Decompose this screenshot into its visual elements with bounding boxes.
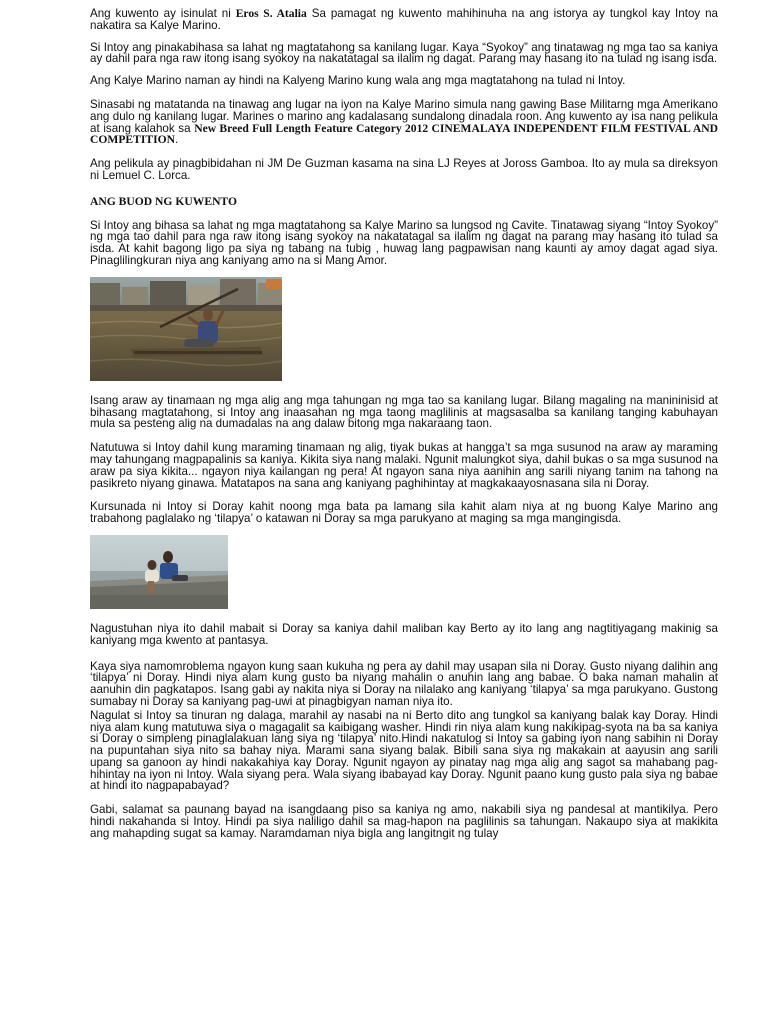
intro-paragraph-4 (90, 99, 718, 146)
intro-text: Sinasabi ng matatanda na tinawag ang lugar na iyon na Kalye Marino simula nang gawing Base Militarng mga Amerikano ang dulo ng kanilang lugar. Marines o marino ang kadalasang sundalong dinadala roon. Ang kuwento ay isa nang pelikula at isang kalahok sa (90, 97, 718, 135)
intro-text: Sa pamagat ng kuwento mahihinuha na ang istorya ay tungkol kay Intoy na nakatira sa Kalye Marino. (90, 7, 718, 32)
photo-man-on-raft (90, 277, 282, 381)
intro-paragraph-3: Ang Kalye Marino naman ay hindi na Kalyeng Marino kung wala ang mga magtatahong na tulad ni Intoy. (90, 74, 626, 88)
photo-couple-on-seawall (90, 535, 228, 609)
story-paragraph-4: Kursunada ni Intoy si Doray kahit noong mga bata pa lamang sila kahit alam niya at ng buong Kalye Marino ang trabahong paglalako ng ‘tilapya’ o katawan ni Doray sa mga parukyano at maging sa mga mangingisda. (90, 500, 718, 526)
intro-text: Ang kuwento ay isinulat ni (90, 7, 236, 20)
story-paragraph-7: Nagulat si Intoy sa tinuran ng dalaga, marahil ay nasabi na ni Berto dito ang tungkol sa kaniyang balak kay Doray. Hindi niya alam kung matutuwa siya o magagalit sa kaibigang washer. Hindi rin niya alam kung nakikipag-syota na ba sa kaniya si Doray o simpleng pinaglalakuan lang siya ng ‘tilapya’ nito.Hindi nakatulog si Intoy sa gabing iyon nang sabihin ni Doray na pupuntahan siya nito sa bahay niya. Marami sana siyang balak. Bibili sana siya ng makakain at aayusin ang sarili upang sa ganoon ay hindi nakakahiya kay Doray. Ngunit ngayon ay pinatay nag mga alig ang sagot sa mahabang pag-hihintay na iyon ni Intoy. Wala siyang pera. Wala siyang ibabayad kay Doray. Ngunit paano kung gusto pala siya ng babae at hindi ito nagpapabayad? (90, 708, 718, 793)
story-paragraph-6: Kaya siya namomroblema ngayon kung saan kukuha ng pera ay dahil may usapan sila ni Doray. Gusto niyang dalihin ang ‘tilapya’ ni Doray. Hindi niya alam kung gusto ba niyang mahalin o anuhin lang ang babae. O baka naman mahalin at aanuhin din pagkatapos. Isang gabi ay nakita niya si Doray na nilalako ang kaniyang ‘tilapya’ sa mga parukyano. Gustong sumabay ni Doray sa kaniyang pag-uwi at pinagbigyan naman niya ito. (90, 659, 718, 708)
story-paragraph-1: Si Intoy ang bihasa sa lahat ng mga magtatahong sa Kalye Marino sa lungsod ng Cavite. Tinatawag siyang “Intoy Syokoy” ng mga tao dahil para nga raw itong isang syokoy na nakatatagal sa ilalim ng dagat na parang may hasang ito tulad sa isda. At kahit bagong ligo pa siya ng tabang na tubig , huwag lang pagpawisan nang kaunti ay amoy dagat agad siya. Pinaglilingkuran niya ang kaniyang amo na si Mang Amor. (90, 218, 718, 267)
document-page (90, 8, 718, 850)
intro-paragraph-1 (90, 8, 718, 32)
intro-paragraph-5: Ang pelikula ay pinagbibidahan ni JM De Guzman kasama na sina LJ Reyes at Joross Gamboa. Ito ay mula sa direksyon ni Lemuel C. Lorca. (90, 157, 718, 182)
author-name: Eros S. Atalia (235, 7, 307, 20)
story-paragraph-8: Gabi, salamat sa paunang bayad na isangdaang piso sa kaniya ng amo, nakabili siya ng pandesal at mantikilya. Pero hindi nakahanda si Intoy. Hindi pa siya naliligo dahil sa mag-hapon na paglilinis sa tahungan. Nakaupo siya at makikita ang mahapding sugat sa kamay. Naramdaman niya bigla ang langitngit ng tulay (90, 803, 718, 840)
festival-name: New Breed Full Length Feature Category 2012 CINEMALAYA INDEPENDENT FILM FESTIVAL AND COMPETITION (90, 121, 718, 147)
story-paragraph-5: Nagustuhan niya ito dahil mabait si Doray sa kaniya dahil maliban kay Berto ay ito lang ang nagtitiyagang makinig sa kaniyang mga kwento at pantasya. (90, 621, 718, 647)
section-heading: ANG BUOD NG KUWENTO (90, 194, 237, 208)
intro-text: . (175, 133, 179, 147)
story-paragraph-2: Isang araw ay tinamaan ng mga alig ang mga tahungan ng mga tao sa kanilang lugar. Bilang magaling na manininisid at bihasang magtatahong, si Intoy ang inaasahan ng mga taong maglilinis at magsasalba sa kanilang tanging kabuhayan mula sa pesteng alig na dumadalas na ang dalaw bitong mga nakaraang taon. (90, 393, 718, 431)
intro-paragraph-2: Si Intoy ang pinakabihasa sa lahat ng magtatahong sa kanilang lugar. Kaya “Syokoy” ang tinatawag ng mga tao sa kaniya ay dahil para nga raw itong isang syokoy na nakatatagal sa ilalim ng dagat. Parang may hasang ito na tulad ng isang isda. (90, 40, 718, 66)
story-paragraph-3: Natutuwa si Intoy dahil kung maraming tinamaan ng alig, tiyak bukas at hangga’t sa mga susunod na araw ay maraming may tahungang magpapalinis sa kaniya. Kikita siya nang malaki. Ngunit malungkot siya, dahil bukas o sa mga susunod na araw pa siya kikita... ngayon niya kailangan ng pera! At ngayon sana niya aanihin ang sarili niyang tanim na tahong na pasikreto niyang ginawa. Matatapos na sana ang kaniyang paghihintay at magkakaayosnasana sila ni Doray. (90, 441, 718, 490)
